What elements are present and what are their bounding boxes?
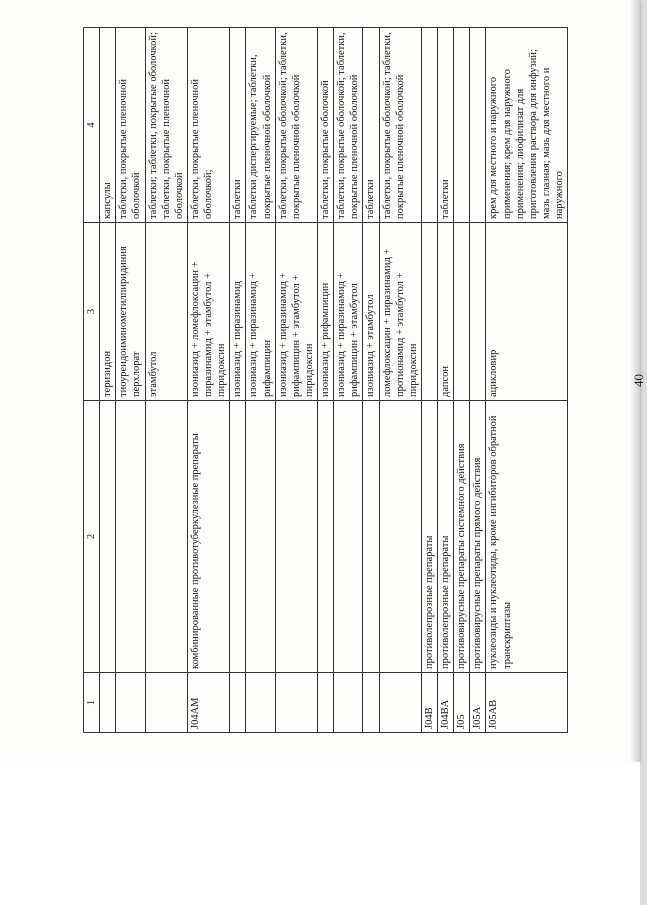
drug-cell: ломефлоксацин + пиразинамид + протионамид + этамбутол + пиридоксин	[379, 223, 421, 401]
group-cell	[100, 401, 116, 673]
form-cell: таблетки, покрытые оболочкой; таблетки, покрытые пленочной оболочкой	[334, 28, 363, 223]
code-cell: J04B	[421, 673, 437, 733]
drug-cell	[470, 223, 486, 401]
table-row	[486, 28, 568, 733]
code-cell	[230, 673, 246, 733]
table-row	[230, 28, 246, 733]
drug-cell: этамбутол	[145, 223, 187, 401]
form-cell: таблетки, покрытые оболочкой; таблетки, покрытые пленочной оболочкой	[379, 28, 421, 223]
form-cell: крем для местного и наружного применения; крем для наружного применения; лиофилизат для приготовления раствора для инфузий; мазь глазная; мазь для местного и наружного	[486, 28, 568, 223]
table-row	[470, 28, 486, 733]
table-row	[334, 28, 363, 733]
rotated-page-content	[83, 28, 646, 733]
form-cell: таблетки, покрытые пленочной оболочкой	[116, 28, 145, 223]
group-cell	[363, 401, 379, 673]
table-row	[421, 28, 437, 733]
code-cell: J05A	[470, 673, 486, 733]
group-cell	[230, 401, 246, 673]
form-cell	[421, 28, 437, 223]
drug-cell: тиоуреидоиминометилпиридиния перхлорат	[116, 223, 145, 401]
drug-cell: изониазид + пиразинамид	[230, 223, 246, 401]
form-cell: таблетки, покрытые пленочной оболочкой;	[187, 28, 229, 223]
code-cell: J04AM	[187, 673, 229, 733]
group-cell	[379, 401, 421, 673]
table-row	[379, 28, 421, 733]
table-row	[275, 28, 317, 733]
code-cell	[318, 673, 334, 733]
drug-cell: теризидон	[100, 223, 116, 401]
code-cell	[275, 673, 317, 733]
table-row	[145, 28, 187, 733]
code-cell: J04BA	[438, 673, 454, 733]
header-cell: 1	[84, 673, 100, 733]
table-row	[454, 28, 470, 733]
drug-cell: изониазид + пиразинамид + рифампицин + этамбутол	[334, 223, 363, 401]
header-cell: 4	[84, 28, 100, 223]
group-cell	[145, 401, 187, 673]
code-cell: J05	[454, 673, 470, 733]
drug-cell	[454, 223, 470, 401]
table-row	[246, 28, 275, 733]
group-cell	[116, 401, 145, 673]
header-cell: 3	[84, 223, 100, 401]
form-cell	[454, 28, 470, 223]
table-row	[116, 28, 145, 733]
form-cell: таблетки; таблетки, покрытые оболочкой; таблетки, покрытые пленочной оболочкой	[145, 28, 187, 223]
group-cell: нуклеозиды и нуклеотиды, кроме ингибиторов обратной транскриптазы	[486, 401, 568, 673]
group-cell: противовирусные препараты прямого действия	[470, 401, 486, 673]
code-cell	[379, 673, 421, 733]
blank-area	[0, 762, 640, 905]
table-row	[318, 28, 334, 733]
code-cell	[145, 673, 187, 733]
table-row	[187, 28, 229, 733]
drug-cell: дапсон	[438, 223, 454, 401]
group-cell	[318, 401, 334, 673]
drug-cell: изониазид + пиразинамид + рифампицин	[246, 223, 275, 401]
table-row	[438, 28, 454, 733]
group-cell: комбинированные противотуберкулезные препараты	[187, 401, 229, 673]
code-cell	[100, 673, 116, 733]
header-cell: 2	[84, 401, 100, 673]
group-cell: противовирусные препараты системного действия	[454, 401, 470, 673]
group-cell	[246, 401, 275, 673]
group-cell: противолепрозные препараты	[438, 401, 454, 673]
drug-cell: изониазид + этамбутол	[363, 223, 379, 401]
table-row	[100, 28, 116, 733]
form-cell: таблетки	[363, 28, 379, 223]
table-row	[363, 28, 379, 733]
code-cell	[363, 673, 379, 733]
drug-cell: изониазид + ломефлоксацин + пиразинамид + этамбутол + пиридоксин	[187, 223, 229, 401]
header-row	[84, 28, 100, 733]
group-cell	[334, 401, 363, 673]
page-number: 40	[631, 374, 646, 387]
drug-cell: изониазид + рифампицин	[318, 223, 334, 401]
drug-cell: ацикловир	[486, 223, 568, 401]
group-cell	[275, 401, 317, 673]
form-cell: таблетки диспергируемые; таблетки, покрытые пленочной оболочкой	[246, 28, 275, 223]
form-cell: таблетки	[230, 28, 246, 223]
drug-table	[83, 27, 568, 733]
code-cell	[246, 673, 275, 733]
form-cell: таблетки	[438, 28, 454, 223]
form-cell: капсулы	[100, 28, 116, 223]
group-cell: противолепрозные препараты	[421, 401, 437, 673]
form-cell: таблетки, покрытые оболочкой	[318, 28, 334, 223]
code-cell	[116, 673, 145, 733]
code-cell	[334, 673, 363, 733]
drug-cell	[421, 223, 437, 401]
form-cell: таблетки, покрытые оболочкой; таблетки, покрытые пленочной оболочкой	[275, 28, 317, 223]
code-cell: J05AB	[486, 673, 568, 733]
form-cell	[470, 28, 486, 223]
drug-cell: изониазид + пиразинамид + рифампицин + этамбутол + пиридоксин	[275, 223, 317, 401]
